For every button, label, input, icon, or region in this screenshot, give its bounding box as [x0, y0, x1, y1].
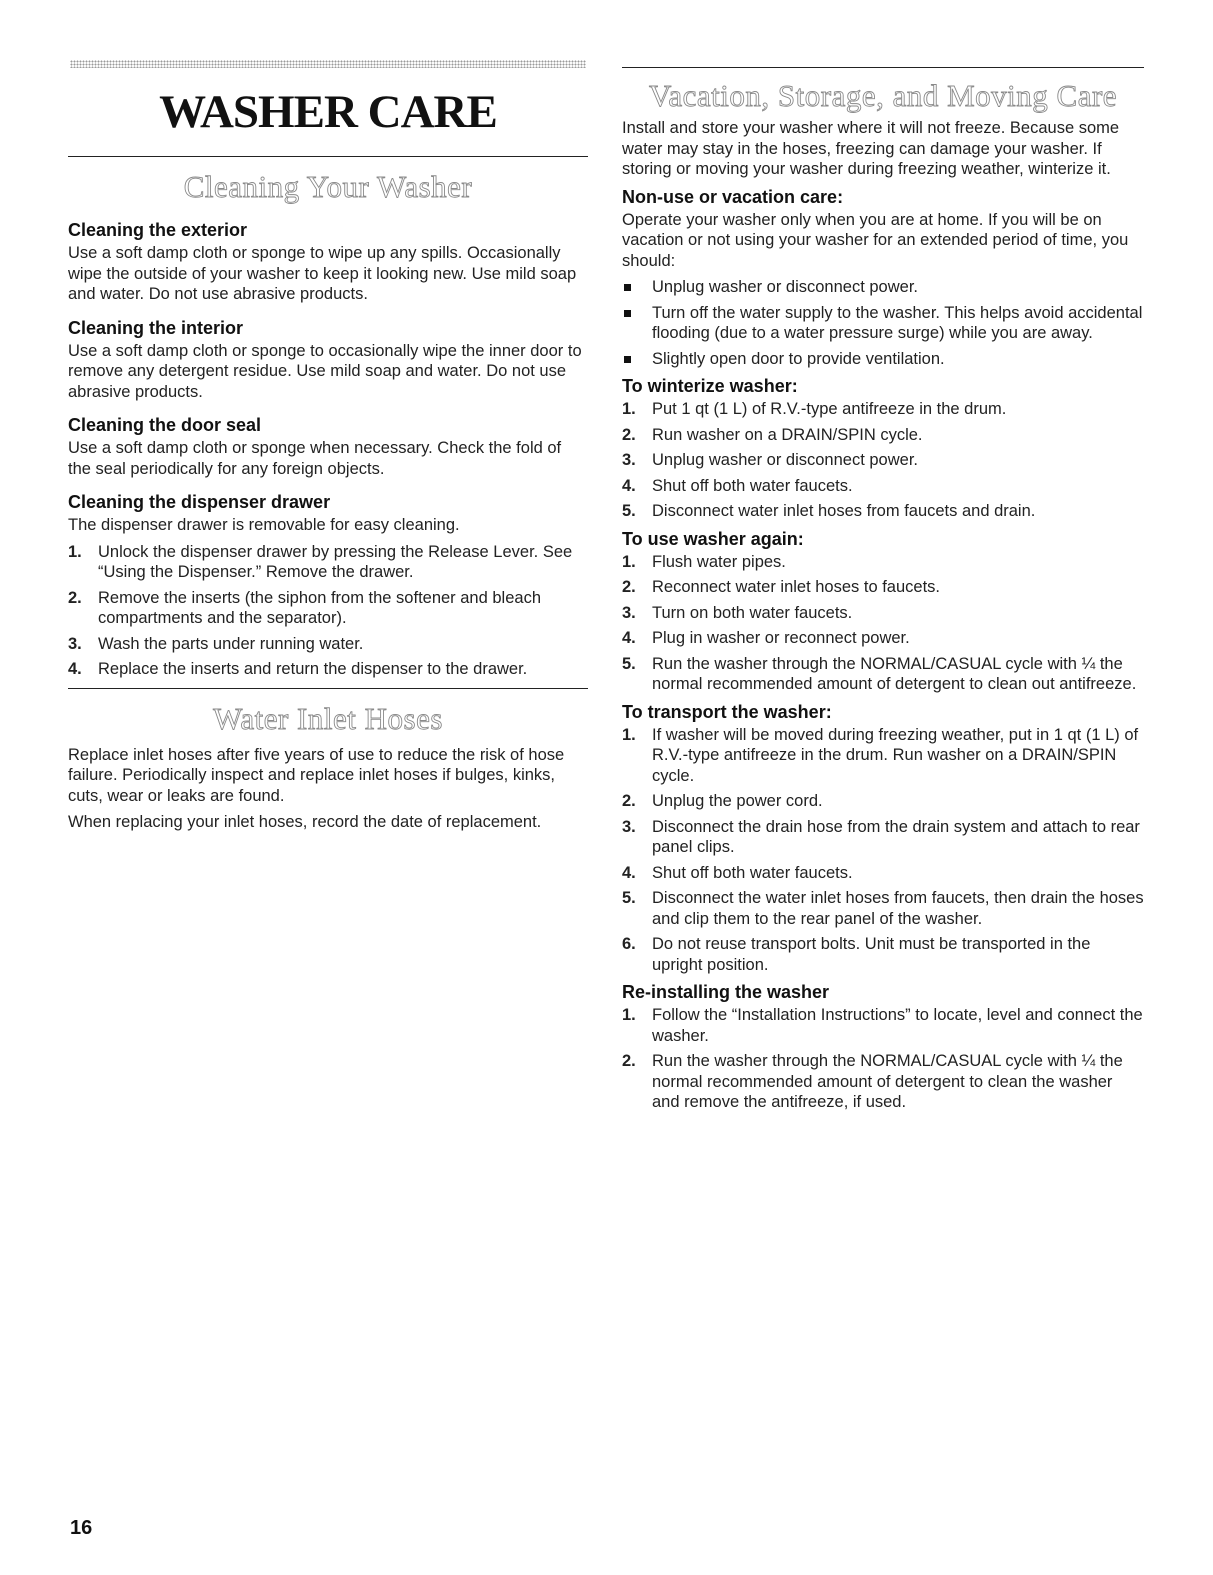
list-item [68, 634, 588, 655]
step-text: Put 1 qt (1 L) of R.V.-type antifreeze in the drum. [652, 400, 1007, 418]
list-item [622, 501, 1144, 522]
dotted-rule [70, 60, 586, 68]
dispenser-steps [68, 542, 588, 680]
door-seal-text: Use a soft damp cloth or sponge when necessary. Check the fold of the seal periodically for any foreign objects. [68, 439, 562, 478]
step-number: 3. [68, 634, 82, 653]
step-number: 6. [622, 935, 636, 953]
step-number: 2. [622, 578, 636, 596]
step-text: Turn on both water faucets. [652, 603, 853, 622]
winterize-title: To winterize washer: [622, 376, 798, 396]
winterize-steps [622, 399, 1144, 522]
step-text: Unplug washer or disconnect power. [652, 451, 918, 469]
step-text: Remove the inserts (the siphon from the softener and bleach compartments and the separator). [98, 588, 541, 627]
section-rule [622, 67, 1144, 68]
step-text: Unlock the dispenser drawer by pressing the Release Lever. See “Using the Dispenser.” Remove the drawer. [98, 542, 573, 581]
step-number: 5. [622, 502, 636, 520]
use-again-steps [622, 552, 1144, 695]
step-text: Reconnect water inlet hoses to faucets. [652, 578, 940, 596]
step-text: Replace the inserts and return the dispenser to the drawer. [98, 660, 528, 678]
step-number: 4. [622, 863, 636, 882]
bullet-text: Turn off the water supply to the washer. This helps avoid accidental flooding (due to a water pressure surge) while you are away. [652, 303, 1143, 342]
list-item [622, 450, 1144, 471]
section-rule [68, 688, 588, 689]
nonuse-title: Non-use or vacation care: [622, 186, 844, 207]
step-number: 4. [622, 629, 636, 647]
reinstall-steps [622, 1005, 1144, 1113]
step-text: Run washer on a DRAIN/SPIN cycle. [652, 425, 923, 444]
section-rule [68, 156, 588, 157]
exterior-text: Use a soft damp cloth or sponge to wipe up any spills. Occasionally wipe the outside of your washer to keep it looking new. Use mild soap and water. Do not use abrasive products. [68, 244, 577, 303]
step-number: 1. [622, 400, 636, 418]
step-text: Shut off both water faucets. [652, 476, 853, 495]
nonuse-text: Operate your washer only when you are at home. If you will be on vacation or not using your washer for an extended period of time, you should: [622, 210, 1129, 270]
step-text: Wash the parts under running water. [98, 634, 364, 653]
step-number: 2. [68, 588, 82, 607]
step-text: Do not reuse transport bolts. Unit must be transported in the upright position. [652, 935, 1091, 974]
page-title: WASHER CARE [159, 86, 497, 138]
list-item [622, 399, 1144, 420]
step-number: 5. [622, 889, 636, 907]
page-number: 16 [70, 1517, 93, 1539]
step-number: 5. [622, 654, 636, 673]
hoses-text-1: Replace inlet hoses after five years of use to reduce the risk of hose failure. Periodically inspect and replace inlet hoses if bulges, kinks, cuts, wear or leaks are found. [68, 745, 565, 805]
step-text: Disconnect water inlet hoses from faucets and drain. [652, 502, 1036, 520]
list-item [622, 725, 1144, 787]
vacation-intro: Install and store your washer where it will not freeze. Because some water may stay in the hoses, freezing can damage your washer. If storing or moving your washer during freezing weather, winterize it. [622, 119, 1120, 178]
interior-text: Use a soft damp cloth or sponge to occasionally wipe the inner door to remove any detergent residue. Use mild soap and water. Do not use abrasive products. [68, 341, 582, 401]
step-text: Run the washer through the NORMAL/CASUAL cycle with ¼ the normal recommended amount of detergent to clean out antifreeze. [652, 654, 1137, 693]
bullet-icon [624, 284, 631, 291]
step-text: If washer will be moved during freezing weather, put in 1 qt (1 L) of R.V.-type antifreeze in the drum. Run washer on a DRAIN/SPIN cycle. [652, 725, 1139, 785]
step-text: Disconnect the drain hose from the drain system and attach to rear panel clips. [652, 817, 1140, 856]
step-number: 1. [622, 725, 636, 744]
exterior-title: Cleaning the exterior [68, 220, 248, 240]
list-item [622, 888, 1144, 929]
list-item [68, 659, 588, 680]
list-item [622, 476, 1144, 497]
vacation-heading: Vacation, Storage, and Moving Care [648, 78, 1118, 113]
nonuse-bullets [622, 277, 1144, 369]
hoses-text-2: When replacing your inlet hoses, record the date of replacement. [68, 813, 542, 831]
right-column [622, 60, 1144, 1118]
dispenser-text: The dispenser drawer is removable for easy cleaning. [68, 516, 460, 534]
list-item [622, 1051, 1144, 1113]
step-text: Run the washer through the NORMAL/CASUAL cycle with ¼ the normal recommended amount of detergent to clean the washer and remove the antifreeze, if used. [652, 1052, 1123, 1111]
step-text: Follow the “Installation Instructions” to locate, level and connect the washer. [652, 1006, 1143, 1045]
step-number: 1. [622, 552, 636, 571]
step-number: 3. [622, 451, 636, 469]
list-item [622, 349, 1144, 370]
dispenser-title: Cleaning the dispenser drawer [68, 492, 331, 512]
cleaning-heading: Cleaning Your Washer [183, 169, 473, 204]
transport-steps [622, 725, 1144, 976]
left-column [68, 60, 588, 839]
list-item [622, 277, 1144, 298]
interior-title: Cleaning the interior [68, 317, 244, 338]
step-number: 3. [622, 603, 636, 622]
step-number: 4. [68, 660, 82, 678]
door-seal-title: Cleaning the door seal [68, 415, 262, 435]
step-number: 3. [622, 817, 636, 836]
list-item [622, 654, 1144, 695]
list-item [622, 603, 1144, 624]
list-item [68, 588, 588, 629]
step-text: Unplug the power cord. [652, 792, 823, 810]
bullet-text: Unplug washer or disconnect power. [652, 278, 918, 296]
reinstall-title: Re-installing the washer [622, 982, 830, 1002]
step-number: 2. [622, 1052, 636, 1070]
list-item [622, 934, 1144, 975]
step-text: Disconnect the water inlet hoses from faucets, then drain the hoses and clip them to the rear panel of the washer. [652, 889, 1144, 928]
step-text: Shut off both water faucets. [652, 863, 853, 882]
step-number: 2. [622, 425, 636, 444]
step-number: 1. [68, 542, 82, 561]
hoses-heading: Water Inlet Hoses [213, 700, 443, 736]
list-item [622, 817, 1144, 858]
bullet-icon [624, 356, 631, 363]
use-again-title: To use washer again: [622, 528, 804, 549]
bullet-icon [624, 310, 631, 317]
step-number: 2. [622, 792, 636, 810]
step-number: 1. [622, 1006, 636, 1024]
list-item [622, 628, 1144, 649]
list-item [622, 863, 1144, 884]
list-item [622, 1005, 1144, 1046]
list-item [622, 425, 1144, 446]
step-text: Flush water pipes. [652, 552, 786, 571]
list-item [622, 791, 1144, 812]
list-item [622, 303, 1144, 344]
list-item [622, 552, 1144, 573]
list-item [68, 542, 588, 583]
list-item [622, 577, 1144, 598]
transport-title: To transport the washer: [622, 701, 832, 722]
bullet-text: Slightly open door to provide ventilation. [652, 349, 945, 368]
step-number: 4. [622, 476, 636, 495]
step-text: Plug in washer or reconnect power. [652, 629, 910, 647]
